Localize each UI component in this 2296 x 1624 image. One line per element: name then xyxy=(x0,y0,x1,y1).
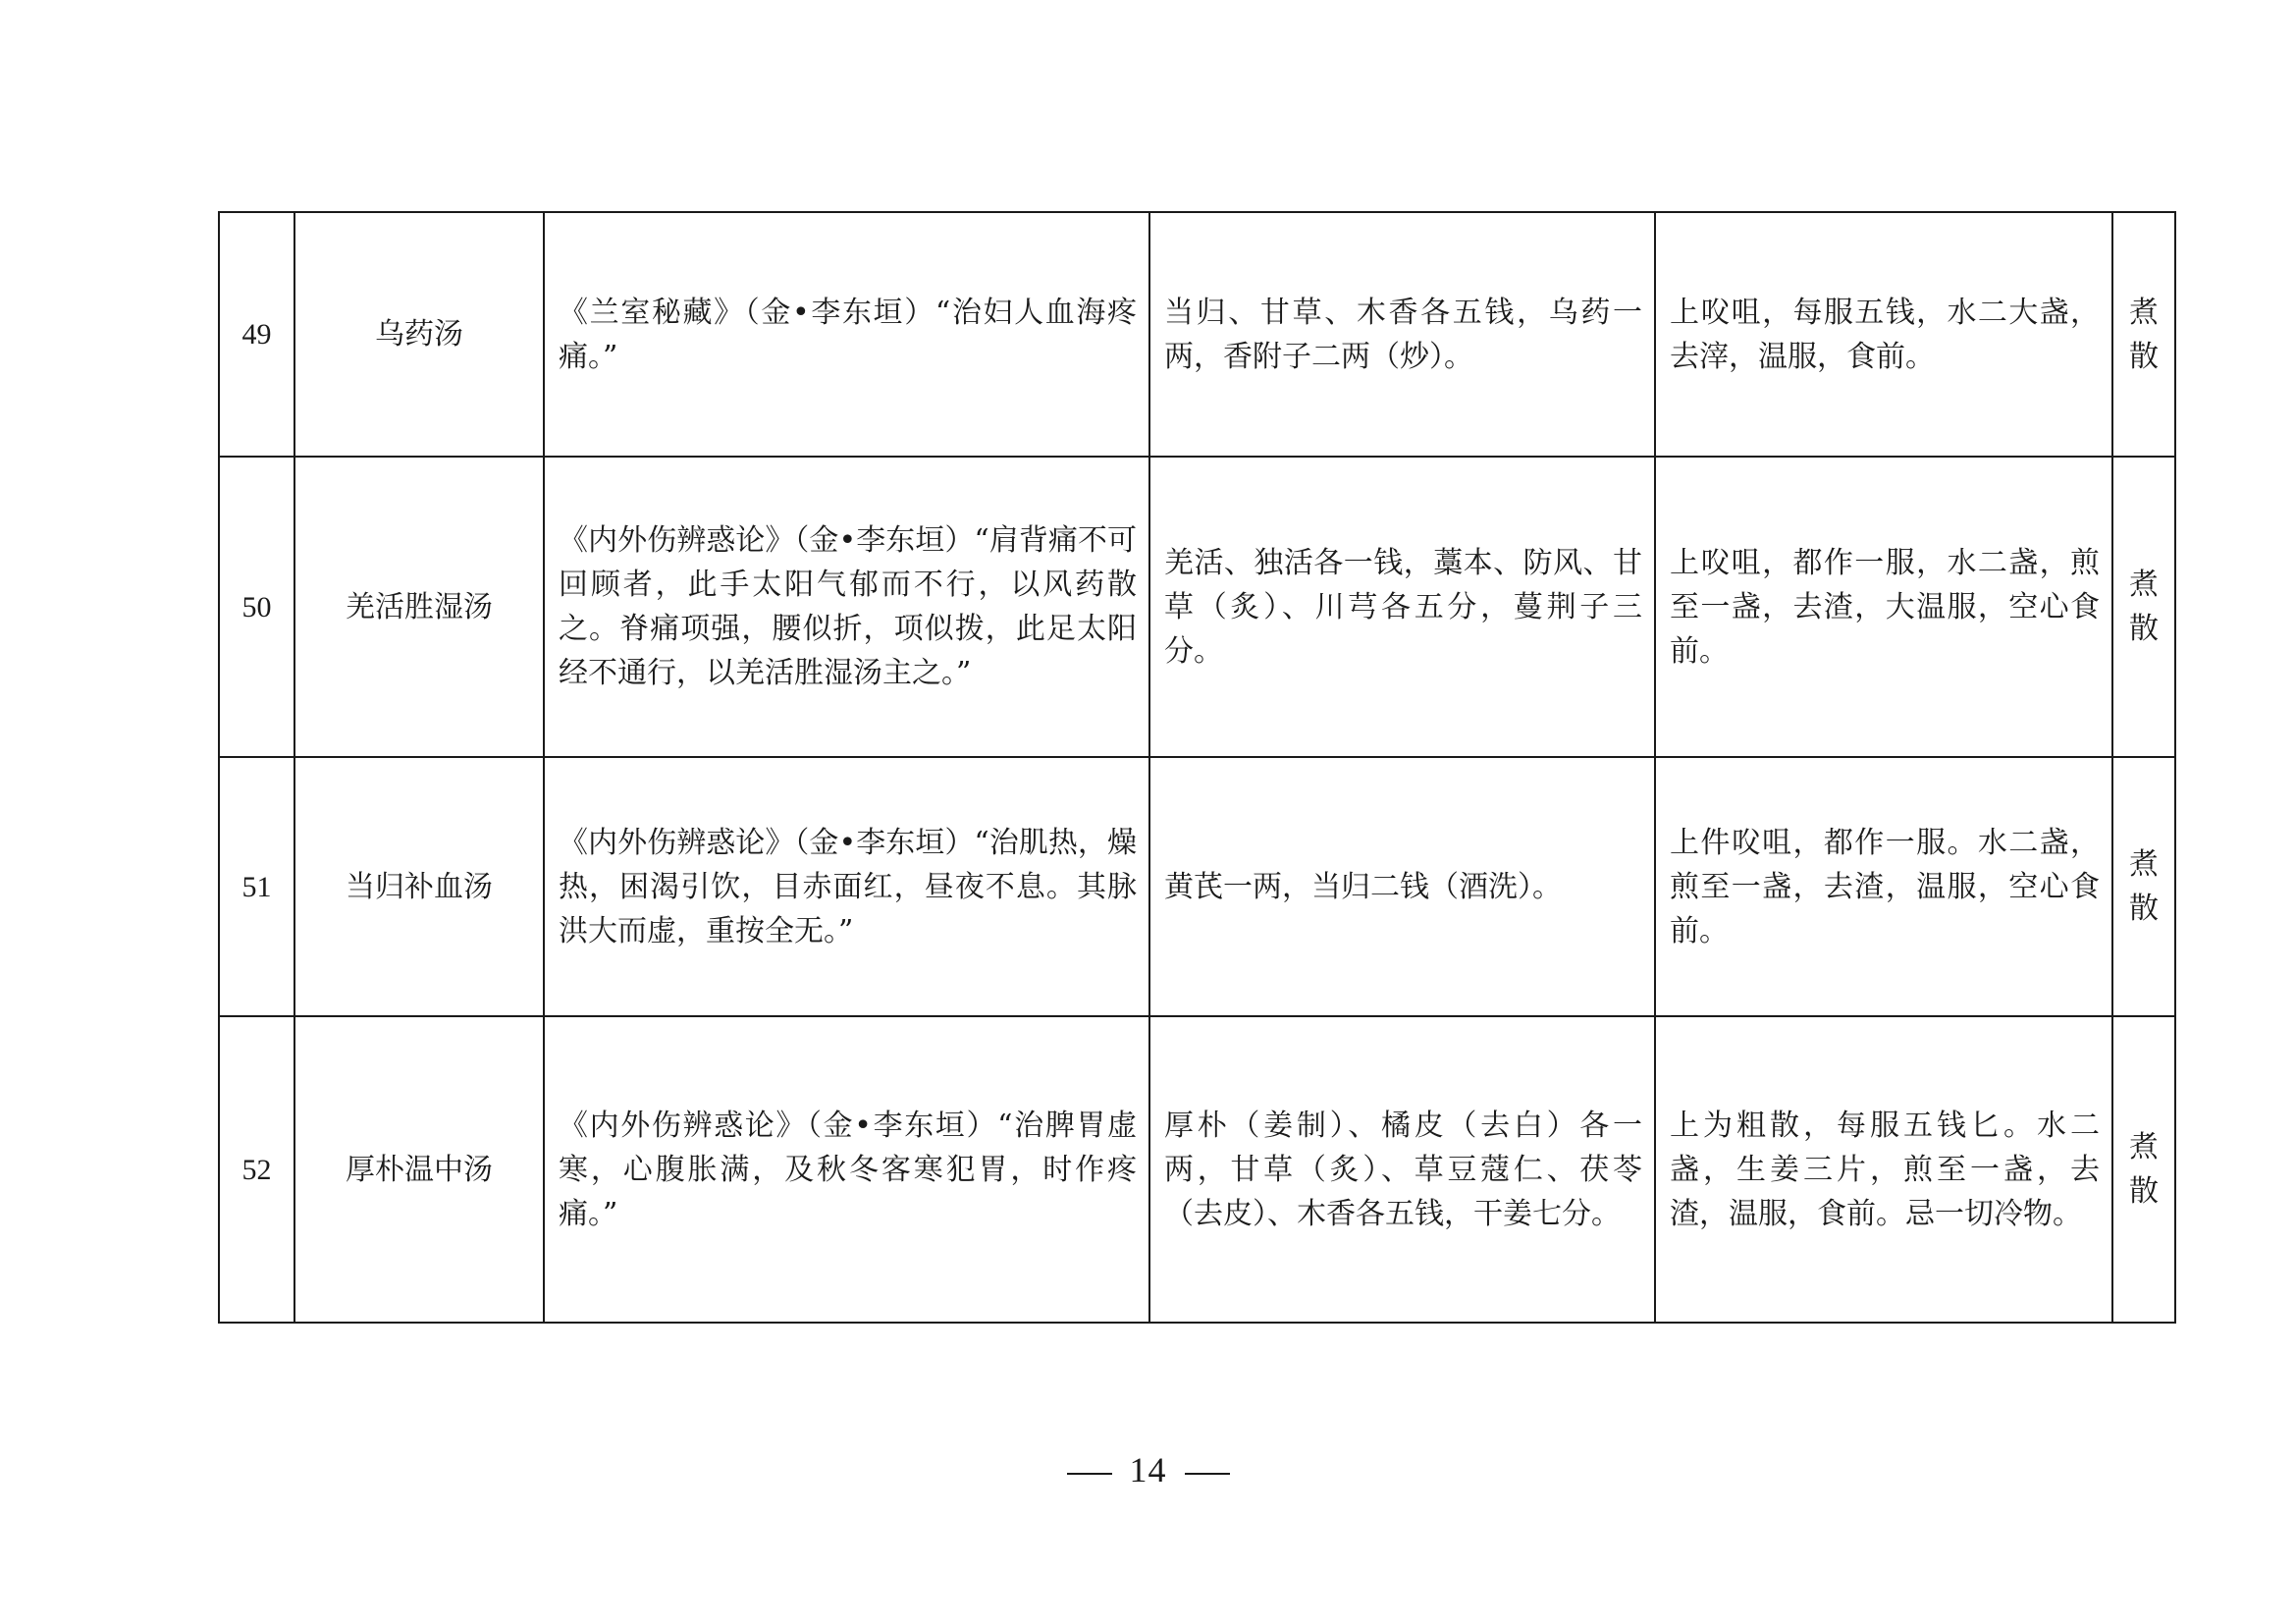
form-text: 煮散 xyxy=(2129,568,2159,646)
composition-text: 羌活、独活各一钱，藁本、防风、甘草（炙）、川芎各五分，蔓荆子三分。 xyxy=(1164,545,1642,669)
method-text: 上㕮咀，都作一服，水二盏，煎至一盏，去渣，大温服，空心食前。 xyxy=(1670,545,2100,669)
table-row xyxy=(219,757,2175,1016)
formula-source xyxy=(544,757,1149,1016)
method-text: 上件㕮咀，都作一服。水二盏，煎至一盏，去渣，温服，空心食前。 xyxy=(1670,825,2100,948)
preparation-method xyxy=(1655,757,2112,1016)
source-text: 《内外伤辨惑论》（金•李东垣）“治脾胃虚寒，心腹胀满，及秋冬客寒犯胃，时作疼痛。” xyxy=(559,1108,1137,1231)
table-row xyxy=(219,1016,2175,1323)
dosage-form xyxy=(2112,212,2175,457)
formula-composition xyxy=(1149,757,1655,1016)
composition-text: 当归、甘草、木香各五钱，乌药一两，香附子二两（炒）。 xyxy=(1164,295,1642,374)
formula-composition xyxy=(1149,212,1655,457)
source-text: 《内外伤辨惑论》（金•李东垣）“治肌热，燥热，困渴引饮，目赤面红，昼夜不息。其脉洪大而虚，重按全无。” xyxy=(559,825,1137,948)
page-number: 14 xyxy=(1129,1450,1167,1489)
method-text: 上为粗散，每服五钱匕。水二盏，生姜三片，煎至一盏，去渣，温服，食前。忌一切冷物。 xyxy=(1670,1108,2100,1231)
footer-dash-right xyxy=(1185,1473,1230,1475)
form-text: 煮散 xyxy=(2129,295,2159,374)
formula-name: 厚朴温中汤 xyxy=(294,1016,544,1323)
footer-dash-left xyxy=(1067,1473,1112,1475)
source-text: 《兰室秘藏》（金•李东垣）“治妇人血海疼痛。” xyxy=(559,295,1137,374)
dosage-form xyxy=(2112,757,2175,1016)
formula-source xyxy=(544,457,1149,757)
row-number: 52 xyxy=(219,1016,294,1323)
composition-text: 黄芪一两，当归二钱（酒洗）。 xyxy=(1164,869,1562,904)
method-text: 上㕮咀，每服五钱，水二大盏，去滓，温服，食前。 xyxy=(1670,295,2100,374)
form-text: 煮散 xyxy=(2129,847,2159,926)
formula-name: 乌药汤 xyxy=(294,212,544,457)
formula-source xyxy=(544,212,1149,457)
row-number: 51 xyxy=(219,757,294,1016)
formula-name: 当归补血汤 xyxy=(294,757,544,1016)
dosage-form xyxy=(2112,1016,2175,1323)
formula-table xyxy=(218,211,2176,1324)
row-number: 49 xyxy=(219,212,294,457)
table-row xyxy=(219,457,2175,757)
page-footer xyxy=(0,1449,2296,1490)
preparation-method xyxy=(1655,457,2112,757)
formula-composition xyxy=(1149,457,1655,757)
preparation-method xyxy=(1655,1016,2112,1323)
preparation-method xyxy=(1655,212,2112,457)
formula-name: 羌活胜湿汤 xyxy=(294,457,544,757)
row-number: 50 xyxy=(219,457,294,757)
dosage-form xyxy=(2112,457,2175,757)
composition-text: 厚朴（姜制）、橘皮（去白）各一两，甘草（炙）、草豆蔻仁、茯苓（去皮）、木香各五钱，干姜七分。 xyxy=(1164,1108,1642,1231)
formula-source xyxy=(544,1016,1149,1323)
table-row xyxy=(219,212,2175,457)
formula-composition xyxy=(1149,1016,1655,1323)
source-text: 《内外伤辨惑论》（金•李东垣）“肩背痛不可回顾者，此手太阳气郁而不行，以风药散之。脊痛项强，腰似折，项似拨，此足太阳经不通行，以羌活胜湿汤主之。” xyxy=(559,523,1137,690)
form-text: 煮散 xyxy=(2129,1130,2159,1209)
